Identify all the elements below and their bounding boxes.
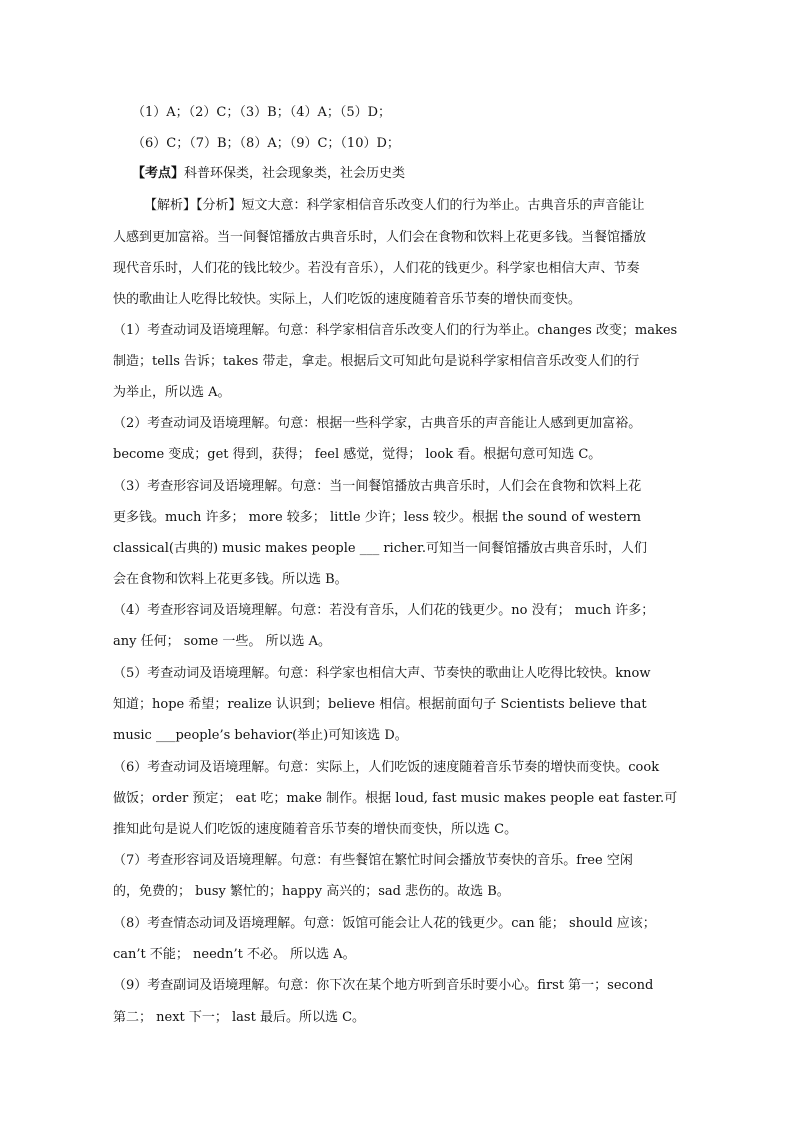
explanation-line: 做饭；order 预定； eat 吃；make 制作。根据 loud, fast music makes people eat faster.可 (113, 791, 678, 806)
kaodian-text: 科普环保类，社会现象类，社会历史类 (184, 166, 406, 181)
explanation-line: 为举止，所以选 A。 (113, 385, 231, 400)
summary-line: 人感到更加富裕。当一间餐馆播放古典音乐时，人们会在食物和饮料上花更多钱。当餐馆播放 (113, 230, 647, 245)
summary-line: 快的歌曲让人吃得比较快。实际上，人们吃饭的速度随着音乐节奏的增快而变快。 (113, 292, 582, 307)
summary-line: 【解析】【分析】短文大意：科学家相信音乐改变人们的行为举止。古典音乐的声音能让 (144, 198, 645, 213)
explanation-line: （7）考查形容词及语境理解。句意：有些餐馆在繁忙时间会播放节奏快的音乐。free 空闲 (113, 853, 633, 868)
explanation-line: （5）考查动词及语境理解。句意：科学家也相信大声、节奏快的歌曲让人吃得比较快。know (113, 666, 651, 681)
explanation-line: 更多钱。much 许多； more 较多； little 少许；less 较少。根据 the sound of western (113, 510, 642, 525)
explanation-line: （1）考查动词及语境理解。句意：科学家相信音乐改变人们的行为举止。changes 改变；makes (113, 323, 678, 338)
explanation-line: music ___people’s behavior(举止)可知该选 D。 (113, 728, 408, 743)
explanation-line: 知道；hope 希望；realize 认识到；believe 相信。根据前面句子 Scientists believe that (113, 697, 647, 712)
explanation-line: （4）考查形容词及语境理解。句意：若没有音乐，人们花的钱更少。no 没有； much 许多； (113, 603, 655, 618)
explanation-line: classical(古典的) music makes people ___ richer.可知当一间餐馆播放古典音乐时，人们 (113, 541, 647, 556)
explanation-line: can’t 不能； needn’t 不必。 所以选 A。 (113, 947, 356, 962)
explanation-line: （8）考查情态动词及语境理解。句意：饭馆可能会让人花的钱更少。can 能； should 应该； (113, 916, 656, 931)
explanation-line: 第二； next 下一； last 最后。所以选 C。 (113, 1010, 366, 1025)
explanation-line: （6）考查动词及语境理解。句意：实际上，人们吃饭的速度随着音乐节奏的增快而变快。cook (113, 760, 660, 775)
explanation-line: （9）考查副词及语境理解。句意：你下次在某个地方听到音乐时要小心。first 第一；second (113, 978, 654, 993)
answer-line-1: （1）A；（2）C；（3）B；（4）A；（5）D； (132, 105, 392, 120)
explanation-line: （2）考查动词及语境理解。句意：根据一些科学家，古典音乐的声音能让人感到更加富裕。 (113, 416, 642, 431)
explanation-line: （3）考查形容词及语境理解。句意：当一间餐馆播放古典音乐时，人们会在食物和饮料上花 (113, 479, 642, 494)
kaodian-line (132, 166, 405, 182)
explanation-line: 制造；tells 告诉；takes 带走，拿走。根据后文可知此句是说科学家相信音乐改变人们的行 (113, 354, 640, 369)
explanation-line: any 任何； some 一些。 所以选 A。 (113, 634, 332, 649)
answer-line-2: （6）C；（7）B；（8）A；（9）C；（10）D； (132, 136, 400, 151)
kaodian-label: 【考点】 (132, 166, 185, 181)
explanation-line: 的，免费的； busy 繁忙的；happy 高兴的；sad 悲伤的。故选 B。 (113, 884, 510, 899)
explanation-line: 会在食物和饮料上花更多钱。所以选 B。 (113, 572, 348, 587)
summary-line: 现代音乐时，人们花的钱比较少。若没有音乐），人们花的钱更少。科学家也相信大声、节奏 (113, 261, 640, 276)
explanation-line: 推知此句是说人们吃饭的速度随着音乐节奏的增快而变快，所以选 C。 (113, 822, 518, 837)
explanation-line: become 变成；get 得到，获得； feel 感觉，觉得； look 看。根据句意可知选 C。 (113, 447, 602, 462)
